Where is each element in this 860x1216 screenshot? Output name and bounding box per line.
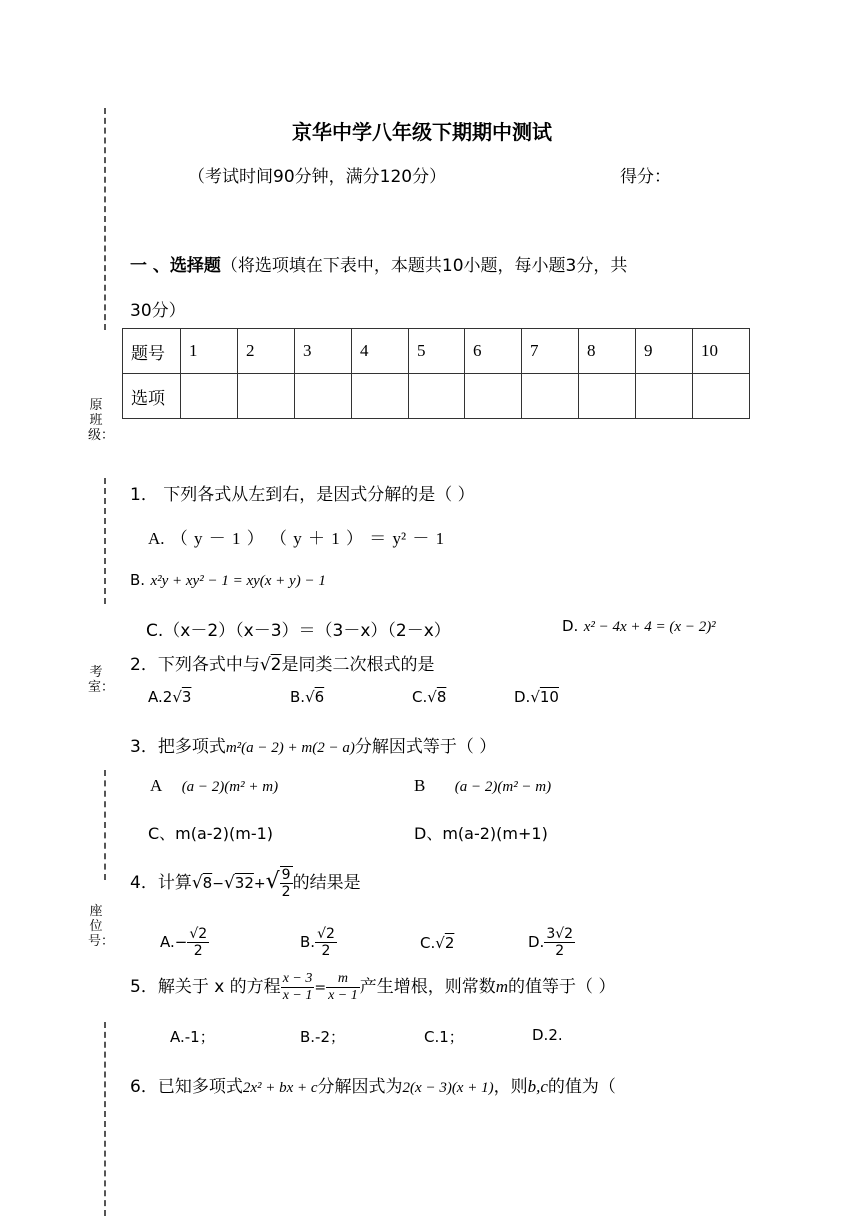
sqrt-icon: √ [172, 688, 182, 706]
section-heading-line2: 30分） [130, 301, 186, 321]
q5-option-c: C.1； [424, 1028, 464, 1046]
answer-cell-3[interactable] [295, 374, 352, 419]
q3-stem-expr: m²(a − 2) + m(2 − a) [225, 740, 355, 756]
table-cell: 4 [352, 329, 409, 374]
answer-cell-10[interactable] [693, 374, 750, 419]
binding-line-4 [104, 1022, 106, 1216]
binding-line-2 [104, 478, 106, 604]
sqrt-icon: √ [435, 934, 445, 952]
q5-f2-num: m [326, 971, 360, 988]
q5-eq: = [314, 980, 327, 996]
q5-frac-2 [326, 971, 360, 1004]
q4-b-frac [315, 926, 337, 959]
score-label: 得分： [620, 167, 671, 187]
q2-c-label: C. [412, 688, 428, 706]
q3-stem-post: 分解因式等于（ ） [354, 737, 497, 757]
q1-d-label: D. [562, 617, 579, 635]
q3-option-b [414, 776, 551, 796]
q4-frac-num: 9 [281, 867, 291, 883]
q4-d-label: D. [528, 933, 545, 951]
table-header-cell: 选项 [123, 374, 181, 419]
answer-cell-7[interactable] [522, 374, 579, 419]
q4-a-frac [187, 926, 209, 959]
q1-b-expr: x²y + xy² − 1 = xy(x + y) − 1 [150, 573, 326, 589]
q6-factored: 2(x − 3)(x + 1) [402, 1080, 494, 1096]
q1-d-expr: x² − 4x + 4 = (x − 2)² [583, 619, 716, 635]
q3-stem-pre: 3．把多项式 [130, 737, 226, 757]
q4-fraction [280, 866, 293, 900]
q5-f1-den: x − 1 [282, 987, 313, 1003]
table-cell: 3 [295, 329, 352, 374]
q4-stem-post: 的结果是 [292, 873, 361, 893]
answer-cell-8[interactable] [579, 374, 636, 419]
q2-a-root: 3 [181, 688, 192, 706]
answer-cell-1[interactable] [181, 374, 238, 419]
q3-option-c: C、m(a-2)(m-1) [148, 824, 274, 843]
sqrt-icon: √ [265, 869, 280, 894]
table-header-cell: 题号 [123, 329, 181, 374]
q5-stem [130, 970, 615, 1005]
q4-r1: 8 [202, 874, 213, 892]
q3-option-a [150, 776, 278, 796]
q4-r2: 32 [234, 874, 254, 892]
q2-stem [130, 650, 435, 675]
q5-option-b: B.-2； [300, 1028, 346, 1046]
sqrt-icon: √ [223, 873, 235, 893]
q4-a-num: √2 [189, 926, 208, 942]
answer-cell-5[interactable] [409, 374, 465, 419]
exam-subtitle: （考试时间90分钟，满分120分） [188, 167, 447, 187]
q4-plus: + [253, 876, 266, 892]
table-cell: 9 [636, 329, 693, 374]
sqrt-icon: √ [191, 873, 203, 893]
exam-title: 京华中学八年级下期期中测试 [292, 120, 552, 144]
table-cell: 2 [238, 329, 295, 374]
q1-option-d [562, 616, 716, 636]
q4-option-d [528, 926, 575, 959]
q2-b-root: 6 [314, 688, 325, 706]
q4-a-sign: − [174, 933, 188, 951]
q2-a-label: A.2 [148, 688, 173, 706]
q6-stem-pre: 6．已知多项式 [130, 1077, 243, 1097]
q5-stem-pre: 5．解关于 x 的方程 [130, 977, 281, 997]
q5-option-a: A.-1； [170, 1028, 215, 1046]
q3-option-d: D、m(a-2)(m+1) [414, 824, 548, 843]
q6-stem-post2: 的值为（ [547, 1077, 616, 1097]
section-heading-bold: 一 、选择题 [130, 256, 221, 276]
q2-option-d [514, 688, 559, 706]
q4-d-den: 2 [555, 943, 565, 959]
table-cell: 8 [579, 329, 636, 374]
q4-minus: − [212, 876, 224, 892]
q4-a-den: 2 [193, 943, 203, 959]
q5-option-d: D.2. [532, 1026, 563, 1044]
answer-cell-9[interactable] [636, 374, 693, 419]
q4-a-label: A. [160, 933, 175, 951]
q2-stem-root: 2 [270, 655, 282, 675]
q4-b-label: B. [300, 933, 316, 951]
q5-stem-mid: 产生增根，则常数 [359, 977, 496, 997]
table-cell: 6 [465, 329, 522, 374]
q3-b-label: B [414, 776, 426, 795]
q3-b-expr: (a − 2)(m² − m) [454, 779, 552, 795]
q4-stem-pre: 4．计算 [130, 873, 192, 893]
q4-c-label: C. [420, 934, 436, 952]
q1-option-b [130, 570, 326, 590]
q5-frac-1 [281, 971, 315, 1004]
q2-c-root: 8 [436, 688, 447, 706]
q4-frac-den: 2 [281, 884, 291, 900]
q1-b-label: B. [130, 571, 146, 589]
binding-line-3 [104, 770, 106, 880]
section-heading-rest: （将选项填在下表中，本题共10小题，每小题3分，共 [220, 256, 628, 276]
q2-d-root: 10 [539, 688, 559, 706]
table-cell: 1 [181, 329, 238, 374]
q6-poly: 2x² + bx + c [242, 1080, 318, 1096]
answer-cell-4[interactable] [352, 374, 409, 419]
q2-stem-post: 是同类二次根式的是 [281, 655, 435, 675]
sqrt-icon: √ [427, 688, 437, 706]
sqrt-icon: √ [305, 688, 315, 706]
q4-d-frac [544, 926, 575, 959]
q6-stem-post1: ，则 [493, 1077, 528, 1097]
q4-option-c [420, 934, 454, 952]
q2-d-label: D. [514, 688, 531, 706]
answer-cell-6[interactable] [465, 374, 522, 419]
section-heading [130, 251, 627, 276]
q3-a-expr: (a − 2)(m² + m) [181, 779, 279, 795]
table-cell: 5 [409, 329, 465, 374]
q3-stem [130, 732, 496, 757]
binding-line-1 [104, 108, 106, 330]
q5-f2-den: x − 1 [328, 987, 358, 1003]
q5-stem-post: 的值等于（ ） [508, 977, 616, 997]
sqrt-icon: √ [530, 688, 540, 706]
room-label: 考室： [88, 665, 115, 695]
answer-cell-2[interactable] [238, 374, 295, 419]
q4-stem [130, 866, 361, 900]
q6-stem [130, 1072, 616, 1097]
q5-f1-num: x − 3 [282, 970, 313, 986]
table-cell: 10 [693, 329, 750, 374]
q2-option-b [290, 688, 324, 706]
q4-b-den: 2 [321, 943, 331, 959]
q4-c-root: 2 [444, 934, 455, 952]
q3-a-label: A [150, 776, 163, 795]
q6-vars: b,c [527, 1077, 548, 1096]
class-label: 原班级： [88, 398, 115, 443]
q2-b-label: B. [290, 688, 306, 706]
seat-label: 座位号： [88, 904, 115, 949]
table-row-answers [123, 374, 750, 419]
q4-option-a [160, 926, 209, 959]
q1-option-c: C.（x－2）（x－3）＝（3－x）（2－x） [146, 621, 451, 641]
answer-table [122, 328, 750, 419]
q2-options [148, 688, 191, 706]
q6-stem-mid: 分解因式为 [317, 1077, 403, 1097]
q1-stem: 1． 下列各式从左到右，是因式分解的是（ ） [130, 485, 475, 505]
sqrt-icon: √ [259, 655, 271, 675]
q4-b-num: √2 [317, 926, 335, 942]
q5-m-var: m [495, 977, 509, 996]
q4-d-num: 3√2 [546, 926, 574, 942]
q1-option-a: A. （ y － 1 ） （ y ＋ 1 ） ＝ y² － 1 [148, 529, 445, 548]
table-cell: 7 [522, 329, 579, 374]
table-row-numbers [123, 329, 750, 374]
q4-option-b [300, 926, 337, 959]
q2-option-c [412, 688, 446, 706]
q2-stem-pre: 2．下列各式中与 [130, 655, 260, 675]
